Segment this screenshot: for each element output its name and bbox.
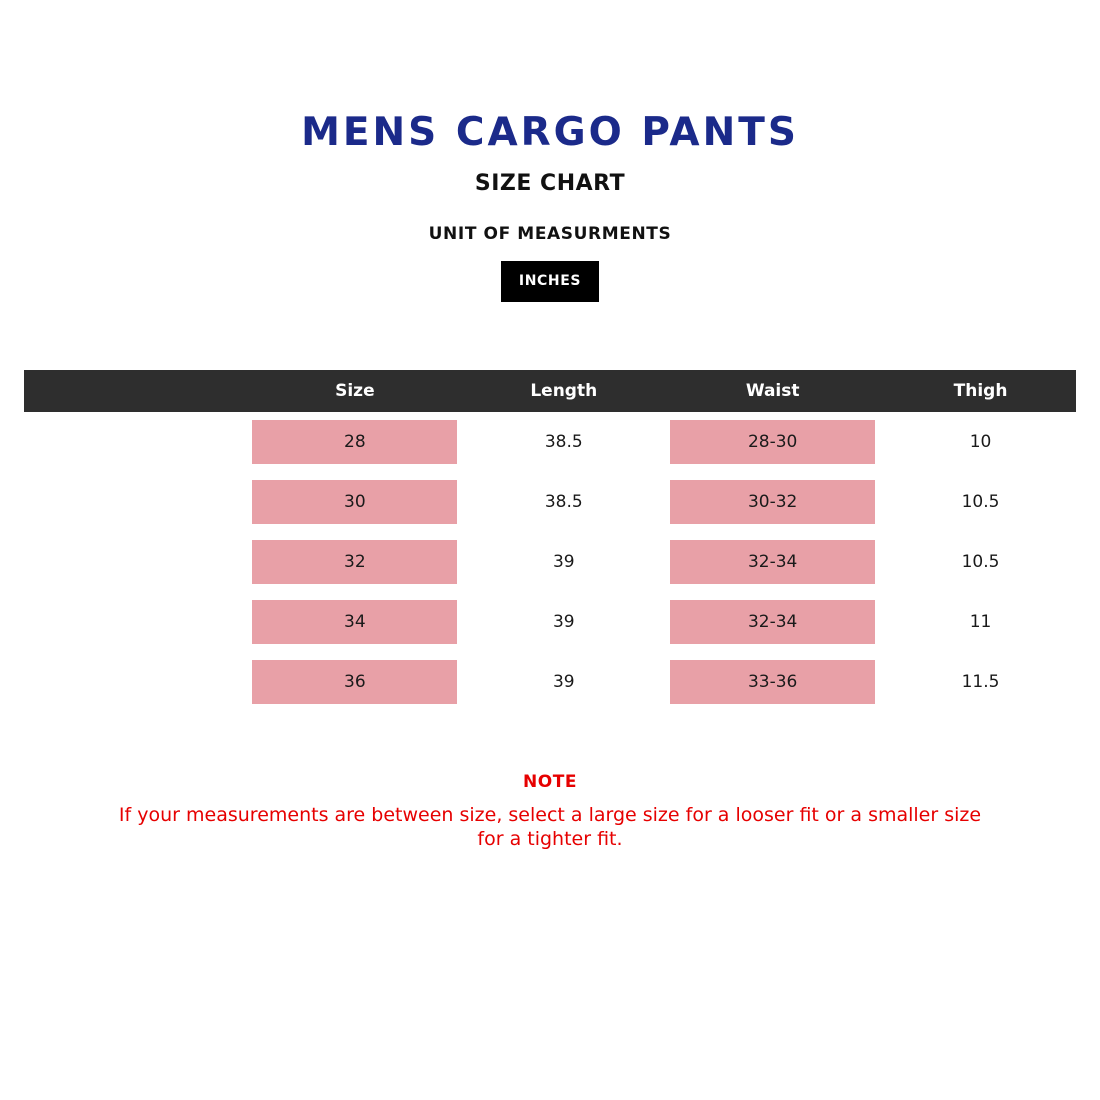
table-row [24,652,1076,712]
cell-length [467,652,660,712]
page-title: MENS CARGO PANTS [301,110,799,155]
cell-waist-value: 33-36 [670,660,875,704]
row-spacer [24,412,242,472]
cell-thigh [885,652,1076,712]
cell-thigh [885,412,1076,472]
cell-size [242,532,467,592]
cell-thigh [885,472,1076,532]
note-text: If your measurements are between size, select a large size for a looser fit or a smaller size for a tighter fit. [118,804,982,850]
table-header-length: Length [467,370,660,412]
cell-thigh-value: 11.5 [961,672,1000,692]
cell-length-value: 38.5 [544,432,583,452]
cell-size [242,412,467,472]
cell-size [242,472,467,532]
cell-size-value: 34 [252,600,457,644]
table-row [24,592,1076,652]
cell-waist [660,412,885,472]
note-section [0,772,1100,852]
cell-thigh [885,592,1076,652]
cell-thigh [885,532,1076,592]
note-title: NOTE [523,772,577,792]
cell-size [242,652,467,712]
table-header-spacer [24,370,242,412]
row-spacer [24,472,242,532]
cell-thigh-value: 10.5 [961,552,1000,572]
cell-waist-value: 32-34 [670,600,875,644]
cell-length-value: 39 [552,612,575,632]
cell-size-value: 32 [252,540,457,584]
cell-length [467,592,660,652]
cell-waist [660,472,885,532]
size-table-container [24,370,1076,712]
cell-waist-value: 28-30 [670,420,875,464]
cell-waist-value: 30-32 [670,480,875,524]
cell-size [242,592,467,652]
cell-thigh-value: 10 [969,432,992,452]
unit-of-measurements-label: UNIT OF MEASURMENTS [428,223,672,244]
cell-length-value: 39 [552,552,575,572]
row-spacer [24,532,242,592]
cell-length [467,472,660,532]
table-header-waist: Waist [660,370,885,412]
table-row [24,532,1076,592]
row-spacer [24,592,242,652]
cell-thigh-value: 11 [969,612,992,632]
page-subtitle: SIZE CHART [474,170,626,196]
size-table [24,370,1076,712]
cell-size-value: 36 [252,660,457,704]
table-header-row [24,370,1076,412]
cell-thigh-value: 10.5 [961,492,1000,512]
unit-badge-container [0,261,1100,302]
cell-length [467,412,660,472]
row-spacer [24,652,242,712]
cell-waist [660,592,885,652]
unit-badge: INCHES [501,261,599,302]
cell-length [467,532,660,592]
table-body [24,412,1076,712]
cell-size-value: 30 [252,480,457,524]
table-row [24,472,1076,532]
cell-size-value: 28 [252,420,457,464]
table-row [24,412,1076,472]
table-header-thigh: Thigh [885,370,1076,412]
cell-waist [660,652,885,712]
table-header [24,370,1076,412]
cell-waist-value: 32-34 [670,540,875,584]
table-header-size: Size [242,370,467,412]
cell-length-value: 38.5 [544,492,583,512]
chart-header [0,0,1100,302]
cell-length-value: 39 [552,672,575,692]
cell-waist [660,532,885,592]
